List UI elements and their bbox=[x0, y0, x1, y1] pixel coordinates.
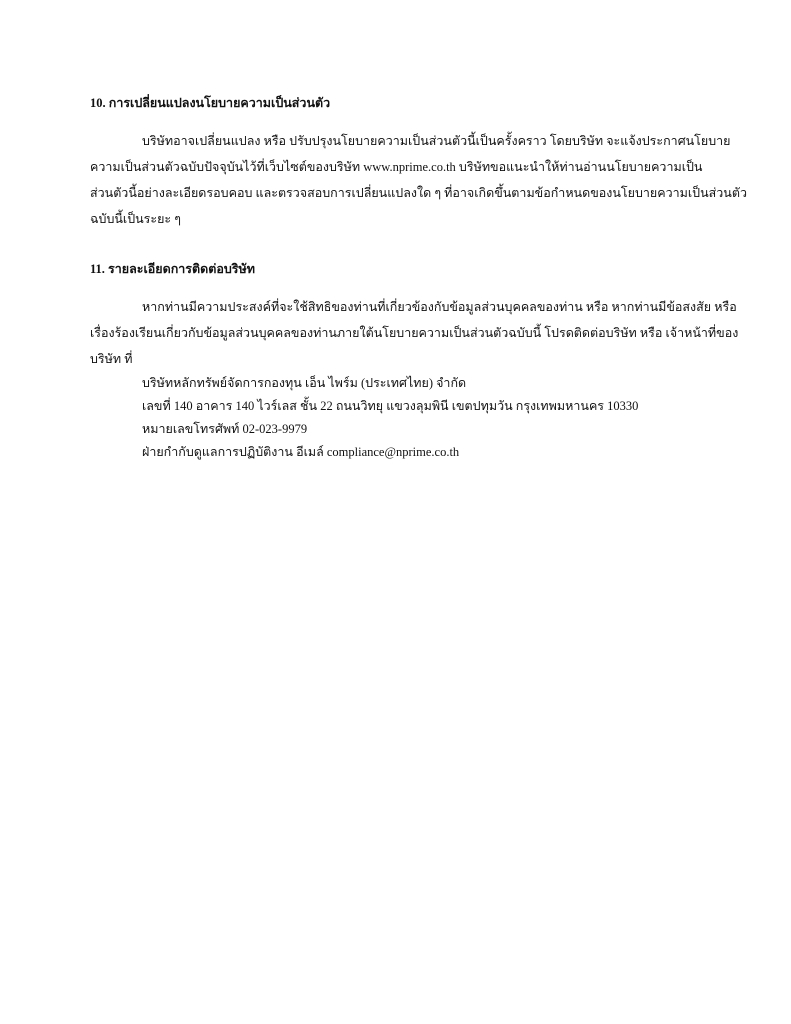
document-content bbox=[90, 92, 747, 464]
paragraph-line: ส่วนตัวนี้อย่างละเอียดรอบคอบ และตรวจสอบการเปลี่ยนแปลงใด ๆ ที่อาจเกิดขึ้นตามข้อกำหนดของนโยบายความเป็นส่วนตัว bbox=[90, 186, 747, 200]
paragraph-line: เรื่องร้องเรียนเกี่ยวกับข้อมูลส่วนบุคคลของท่านภายใต้นโยบายความเป็นส่วนตัวฉบับนี้ โปรดติดต่อบริษัท หรือ เจ้าหน้าที่ของ bbox=[90, 326, 739, 340]
contact-block bbox=[90, 372, 702, 464]
paragraph-line: หากท่านมีความประสงค์ที่จะใช้สิทธิของท่านที่เกี่ยวข้องกับข้อมูลส่วนบุคคลของท่าน หรือ หากท่านมีข้อสงสัย หรือ bbox=[142, 300, 737, 314]
paragraph-line: ความเป็นส่วนตัวฉบับปัจจุบันไว้ที่เว็บไซต์ของบริษัท www.nprime.co.th บริษัทขอแนะนำให้ท่านอ่านนโยบายความเป็น bbox=[90, 160, 703, 174]
paragraph-line: ฉบับนี้เป็นระยะ ๆ bbox=[90, 212, 181, 226]
section-11 bbox=[90, 258, 739, 464]
section-11-paragraph bbox=[90, 294, 739, 372]
section-11-heading: 11. รายละเอียดการติดต่อบริษัท bbox=[90, 262, 256, 276]
contact-email: ฝ่ายกำกับดูแลการปฏิบัติงาน อีเมล์ compliance@nprime.co.th bbox=[142, 445, 460, 459]
section-10-heading: 10. การเปลี่ยนแปลงนโยบายความเป็นส่วนตัว bbox=[90, 96, 331, 110]
contact-company: บริษัทหลักทรัพย์จัดการกองทุน เอ็น ไพร์ม (ประเทศไทย) จำกัด bbox=[142, 376, 467, 390]
paragraph-line: บริษัท ที่ bbox=[90, 352, 133, 366]
paragraph-line: บริษัทอาจเปลี่ยนแปลง หรือ ปรับปรุงนโยบายความเป็นส่วนตัวนี้เป็นครั้งคราว โดยบริษัท จะแจ้งประกาศนโยบาย bbox=[142, 134, 731, 148]
contact-address: เลขที่ 140 อาคาร 140 ไวร์เลส ชั้น 22 ถนนวิทยุ แขวงลุมพินี เขตปทุมวัน กรุงเทพมหานคร 10330 bbox=[142, 399, 639, 413]
contact-phone: หมายเลขโทรศัพท์ 02-023-9979 bbox=[142, 422, 308, 436]
section-10-paragraph bbox=[90, 128, 747, 232]
